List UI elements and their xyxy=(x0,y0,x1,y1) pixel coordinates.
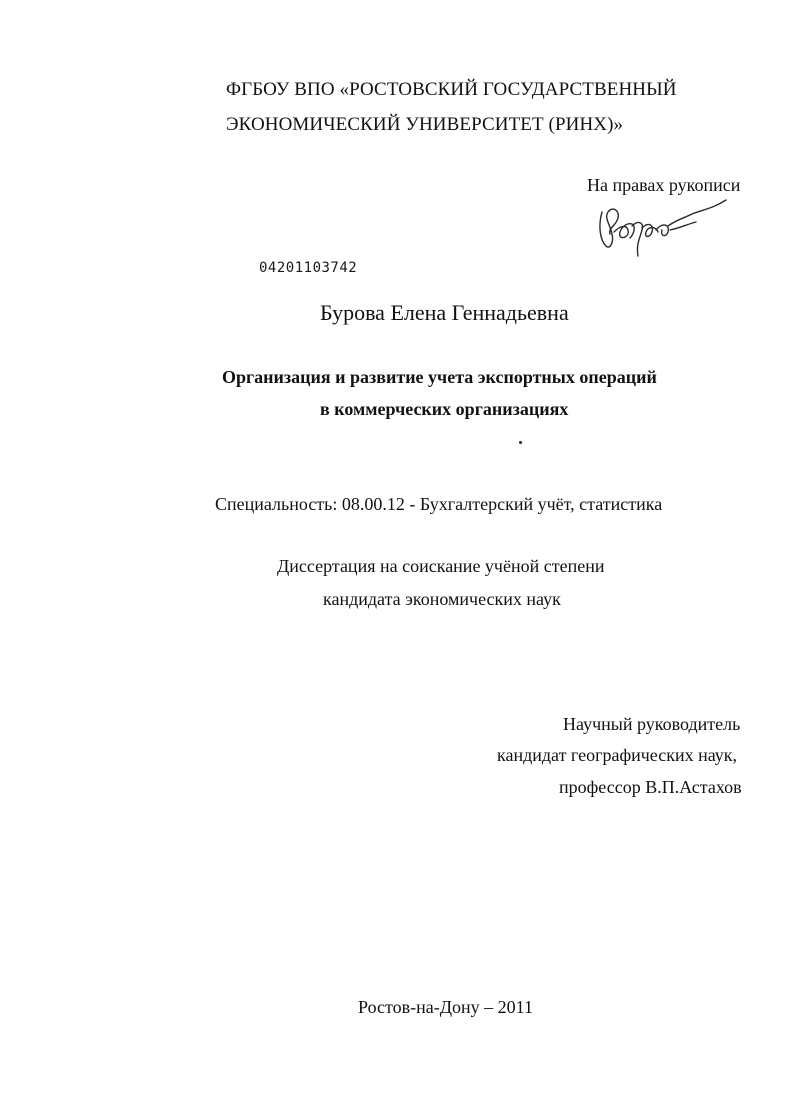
city-year: Ростов-на-Дону – 2011 xyxy=(358,997,533,1017)
supervisor-label: Научный руководитель xyxy=(563,714,741,734)
author-name: Бурова Елена Геннадьевна xyxy=(320,300,569,325)
supervisor-degree: кандидат географических наук, xyxy=(497,745,738,765)
supervisor-name: профессор В.П.Астахов xyxy=(559,777,742,797)
degree-line-1: Диссертация на соискание учёной степени xyxy=(277,556,605,576)
thesis-title-line-2: в коммерческих организациях xyxy=(320,399,569,419)
document-code: 04201103742 xyxy=(259,260,358,276)
institution-line-1: ФГБОУ ВПО «РОСТОВСКИЙ ГОСУДАРСТВЕННЫЙ xyxy=(226,79,677,100)
degree-line-2: кандидата экономических наук xyxy=(323,589,561,609)
institution-line-2: ЭКОНОМИЧЕСКИЙ УНИВЕРСИТЕТ (РИНХ)» xyxy=(226,114,624,135)
author-signature xyxy=(592,196,732,260)
thesis-title-line-1: Организация и развитие учета экспортных операций xyxy=(222,367,657,387)
specialty-line: Специальность: 08.00.12 - Бухгалтерский учёт, статистика xyxy=(215,494,663,514)
manuscript-rights-note: На правах рукописи xyxy=(587,175,741,195)
stray-dot xyxy=(519,441,522,444)
